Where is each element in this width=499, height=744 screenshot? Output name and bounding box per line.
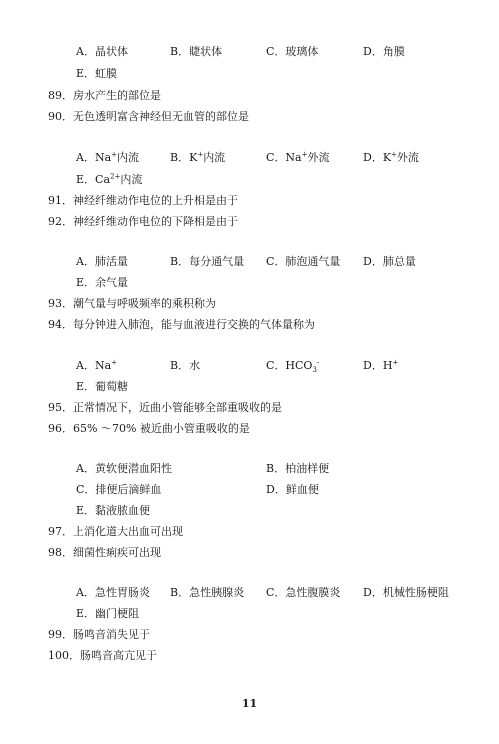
option-c: C．肺泡通气量 <box>266 255 341 268</box>
question-91: 91．神经纤维动作电位的上升相是由于 <box>48 194 238 207</box>
option-e: E．$Ca^{2+}$内流 <box>76 172 143 186</box>
question-89: 89．房水产生的部位是 <box>48 89 161 102</box>
option-c: C．Na+外流 <box>266 150 330 164</box>
option-a: A．Na+ <box>76 358 118 372</box>
option-d: D．角膜 <box>363 45 405 58</box>
option-d: D．H+ <box>363 358 399 372</box>
question-96: 96．65% ～70% 被近曲小管重吸收的是 <box>48 422 250 435</box>
option-e: E．虹膜 <box>76 67 118 80</box>
option-b: B．每分通气量 <box>170 255 245 268</box>
question-90: 90．无色透明富含神经但无血管的部位是 <box>48 110 249 123</box>
option-d: D．肺总量 <box>363 255 416 268</box>
question-97: 97．上消化道大出血可出现 <box>48 525 183 538</box>
option-d: D．鲜血便 <box>266 483 319 496</box>
option-e: E．葡萄糖 <box>76 380 129 393</box>
option-a: A．肺活量 <box>76 255 128 268</box>
option-e: E．余气量 <box>76 276 129 289</box>
question-99: 99．肠鸣音消失见于 <box>48 628 150 641</box>
question-93: 93．潮气量与呼吸频率的乘积称为 <box>48 297 216 310</box>
option-e: E．幽门梗阻 <box>76 607 140 620</box>
question-92: 92．神经纤维动作电位的下降相是由于 <box>48 215 238 228</box>
option-a: A．黄软便潜血阳性 <box>76 462 172 475</box>
option-c: C．排便后滴鲜血 <box>76 483 162 496</box>
option-b: B．柏油样便 <box>266 462 330 475</box>
option-a: A．晶状体 <box>76 45 128 58</box>
option-c: C．玻璃体 <box>266 45 319 58</box>
option-b: B．急性胰腺炎 <box>170 586 245 599</box>
page-number: 11 <box>241 697 258 710</box>
option-b: B．水 <box>170 359 201 372</box>
option-a: A．急性胃肠炎 <box>76 586 150 599</box>
option-c: C．$HCO_3^-$ <box>266 358 320 375</box>
option-b: B．睫状体 <box>170 45 223 58</box>
option-d: D．K+外流 <box>363 150 419 164</box>
question-94: 94．每分钟进入肺泡，能与血液进行交换的气体量称为 <box>48 318 315 331</box>
question-98: 98．细菌性痢疾可出现 <box>48 546 161 559</box>
option-d: D．机械性肠梗阻 <box>363 586 449 599</box>
option-e: E．黏液脓血便 <box>76 504 151 517</box>
question-100: 100．肠鸣音高亢见于 <box>48 649 157 662</box>
option-c: C．急性腹膜炎 <box>266 586 341 599</box>
option-a: A．Na+内流 <box>76 150 140 164</box>
option-b: B．K+内流 <box>170 150 226 164</box>
question-95: 95．正常情况下，近曲小管能够全部重吸收的是 <box>48 401 282 414</box>
